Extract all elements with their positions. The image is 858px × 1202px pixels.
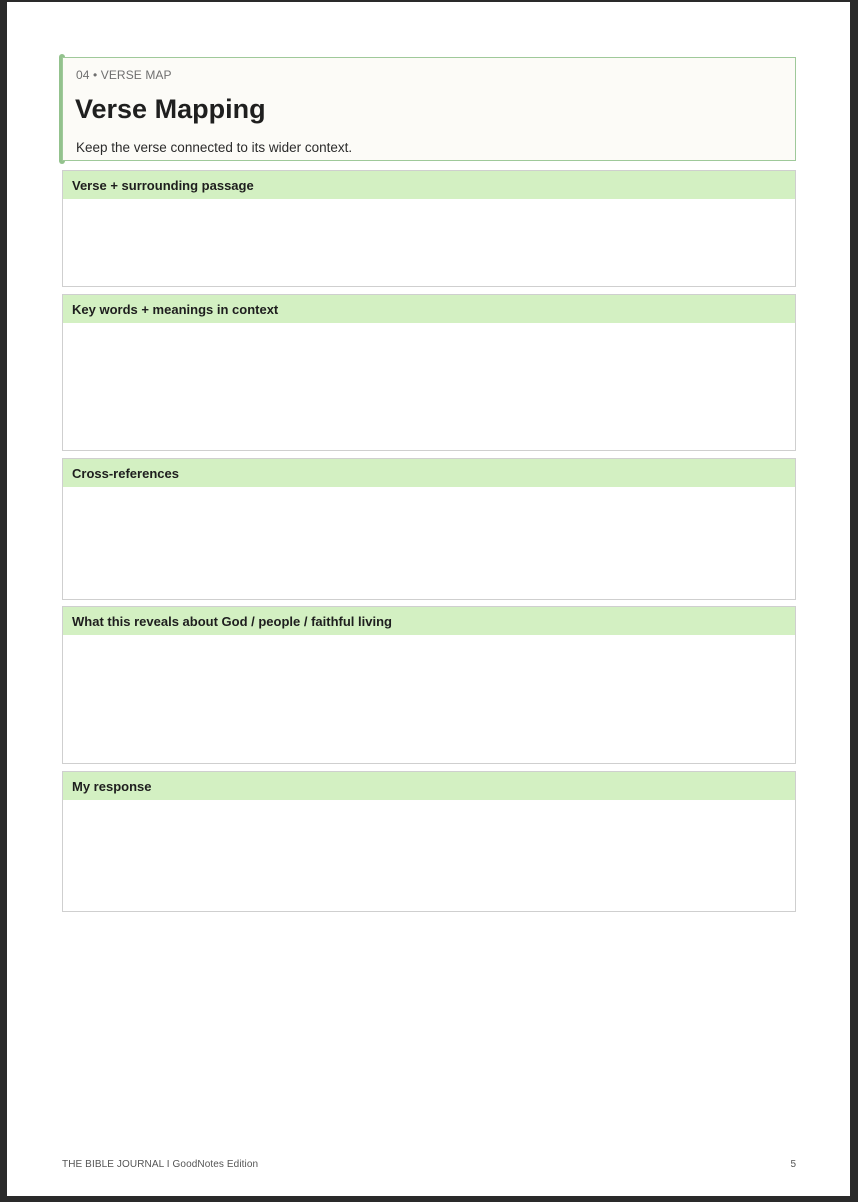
page-title: Verse Mapping <box>75 94 266 124</box>
section-eyebrow: 04 • VERSE MAP <box>76 68 172 82</box>
writing-area[interactable] <box>63 800 795 911</box>
section-my-response <box>62 771 796 912</box>
writing-area[interactable] <box>63 323 795 450</box>
section-header: My response <box>63 772 795 800</box>
section-header: Verse + surrounding passage <box>63 171 795 199</box>
section-header: What this reveals about God / people / faithful living <box>63 607 795 635</box>
header-card <box>62 57 796 161</box>
section-cross-references <box>62 458 796 600</box>
page-number: 5 <box>790 1159 796 1170</box>
page-subtitle: Keep the verse connected to its wider context. <box>76 140 353 155</box>
journal-page <box>7 2 850 1196</box>
section-header: Key words + meanings in context <box>63 295 795 323</box>
section-key-words <box>62 294 796 451</box>
writing-area[interactable] <box>63 487 795 599</box>
section-header: Cross-references <box>63 459 795 487</box>
section-reveals <box>62 606 796 764</box>
footer-title: THE BIBLE JOURNAL I GoodNotes Edition <box>62 1159 259 1170</box>
writing-area[interactable] <box>63 199 795 286</box>
section-verse-passage <box>62 170 796 287</box>
writing-area[interactable] <box>63 635 795 763</box>
